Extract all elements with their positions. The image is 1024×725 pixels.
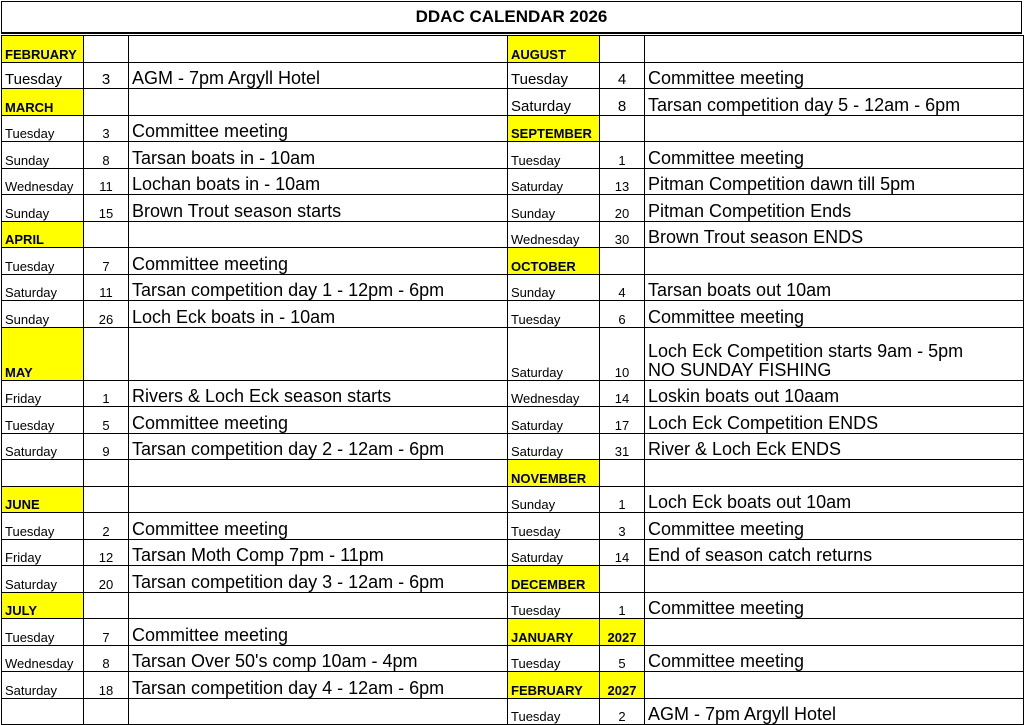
empty-cell xyxy=(645,460,1024,487)
day-name: Tuesday xyxy=(2,619,84,646)
day-name: Saturday xyxy=(508,168,600,195)
event-text: Tarsan competition day 3 - 12am - 6pm xyxy=(132,571,445,592)
day-name: Saturday xyxy=(2,274,84,301)
event-row xyxy=(508,327,1024,380)
event-row xyxy=(2,248,508,275)
event-row xyxy=(508,486,1024,513)
event-row xyxy=(508,62,1024,89)
day-name: Friday xyxy=(2,380,84,407)
month-row xyxy=(2,221,508,248)
empty-cell xyxy=(2,698,84,725)
day-name: Saturday xyxy=(508,407,600,434)
day-name: Sunday xyxy=(2,301,84,328)
day-name: Saturday xyxy=(2,566,84,593)
event-text: Loch Eck Competition ENDS xyxy=(648,412,879,433)
day-name: Sunday xyxy=(508,486,600,513)
event-description xyxy=(645,433,1024,460)
day-number: 8 xyxy=(600,89,645,116)
day-number: 30 xyxy=(600,221,645,248)
empty-cell xyxy=(129,592,508,619)
event-description xyxy=(129,168,508,195)
day-number: 26 xyxy=(84,301,129,328)
event-row xyxy=(2,115,508,142)
event-description xyxy=(129,380,508,407)
event-description xyxy=(129,433,508,460)
empty-cell xyxy=(600,36,645,63)
day-number: 1 xyxy=(600,142,645,169)
day-name: Wednesday xyxy=(2,645,84,672)
day-number: 31 xyxy=(600,433,645,460)
event-description xyxy=(645,513,1024,540)
day-number: 8 xyxy=(84,142,129,169)
event-description xyxy=(129,62,508,89)
month-label: APRIL xyxy=(2,221,84,248)
day-number: 20 xyxy=(84,566,129,593)
day-name: Saturday xyxy=(508,433,600,460)
event-text: Committee meeting xyxy=(648,68,805,89)
day-name: Tuesday xyxy=(508,301,600,328)
month-label: FEBRUARY xyxy=(2,36,84,63)
event-text: End of season catch returns xyxy=(648,545,873,566)
event-text: Loskin boats out 10aam xyxy=(648,386,840,407)
event-description xyxy=(645,195,1024,222)
empty-cell xyxy=(129,486,508,513)
event-description xyxy=(645,89,1024,116)
day-name: Friday xyxy=(2,539,84,566)
event-text: Tarsan boats in - 10am xyxy=(132,147,316,168)
event-text: Pitman Competition Ends xyxy=(648,200,852,221)
month-label: NOVEMBER xyxy=(508,460,600,487)
empty-cell xyxy=(84,327,129,380)
day-name: Saturday xyxy=(2,433,84,460)
event-text: Loch Eck Competition starts 9am - 5pm xyxy=(648,340,964,361)
month-row xyxy=(2,327,508,380)
event-row xyxy=(2,301,508,328)
event-description xyxy=(129,566,508,593)
day-name: Saturday xyxy=(508,539,600,566)
event-text: Tarsan Moth Comp 7pm - 11pm xyxy=(132,545,384,566)
event-text: Tarsan competition day 5 - 12am - 6pm xyxy=(648,94,961,115)
month-row xyxy=(508,460,1024,487)
month-label: MARCH xyxy=(2,89,84,116)
month-row xyxy=(508,619,1024,646)
event-text: Tarsan boats out 10am xyxy=(648,280,832,301)
day-name: Wednesday xyxy=(508,221,600,248)
day-name: Saturday xyxy=(2,672,84,699)
event-description xyxy=(129,142,508,169)
event-row xyxy=(508,380,1024,407)
day-number: 20 xyxy=(600,195,645,222)
blank-row xyxy=(2,698,508,725)
day-number: 4 xyxy=(600,274,645,301)
day-number: 2 xyxy=(600,698,645,725)
empty-cell xyxy=(84,486,129,513)
day-number: 6 xyxy=(600,301,645,328)
empty-cell xyxy=(645,619,1024,646)
event-description xyxy=(129,274,508,301)
event-text-line2: NO SUNDAY FISHING xyxy=(648,359,832,380)
month-row xyxy=(2,592,508,619)
event-row xyxy=(508,142,1024,169)
empty-cell xyxy=(645,566,1024,593)
empty-cell xyxy=(645,672,1024,699)
empty-cell xyxy=(645,36,1024,63)
event-row xyxy=(2,62,508,89)
day-name: Sunday xyxy=(2,142,84,169)
event-text: AGM - 7pm Argyll Hotel xyxy=(648,704,837,725)
event-row xyxy=(508,221,1024,248)
event-row xyxy=(2,539,508,566)
event-text: Committee meeting xyxy=(648,518,805,539)
day-name: Wednesday xyxy=(508,380,600,407)
month-row xyxy=(2,89,508,116)
event-row xyxy=(2,407,508,434)
day-number: 14 xyxy=(600,380,645,407)
event-description xyxy=(129,513,508,540)
empty-cell xyxy=(84,698,129,725)
event-text: Tarsan competition day 1 - 12pm - 6pm xyxy=(132,280,445,301)
event-text: Committee meeting xyxy=(132,624,289,645)
event-text: Committee meeting xyxy=(648,651,805,672)
empty-cell xyxy=(129,89,508,116)
day-name: Tuesday xyxy=(2,115,84,142)
day-name: Sunday xyxy=(2,195,84,222)
day-number: 12 xyxy=(84,539,129,566)
empty-cell xyxy=(84,460,129,487)
month-row xyxy=(508,566,1024,593)
event-row xyxy=(508,195,1024,222)
month-label: SEPTEMBER xyxy=(508,115,600,142)
day-name: Tuesday xyxy=(508,645,600,672)
day-number: 18 xyxy=(84,672,129,699)
event-description xyxy=(645,539,1024,566)
day-name: Tuesday xyxy=(508,592,600,619)
month-label: JUNE xyxy=(2,486,84,513)
empty-cell xyxy=(600,115,645,142)
event-description xyxy=(645,301,1024,328)
day-number: 9 xyxy=(84,433,129,460)
event-description xyxy=(645,592,1024,619)
month-row xyxy=(508,672,1024,699)
empty-cell xyxy=(129,36,508,63)
event-row xyxy=(2,168,508,195)
month-row xyxy=(2,36,508,63)
day-name: Tuesday xyxy=(508,62,600,89)
event-description xyxy=(129,195,508,222)
event-description xyxy=(645,327,1024,380)
event-description xyxy=(645,62,1024,89)
event-text: Committee meeting xyxy=(648,147,805,168)
event-text: Committee meeting xyxy=(132,412,289,433)
event-row xyxy=(508,407,1024,434)
calendar-title: DDAC CALENDAR 2026 xyxy=(1,1,1022,34)
event-description xyxy=(645,645,1024,672)
empty-cell xyxy=(645,115,1024,142)
month-row xyxy=(508,248,1024,275)
day-name: Sunday xyxy=(508,195,600,222)
event-text: Committee meeting xyxy=(132,518,289,539)
month-label: FEBRUARY xyxy=(508,672,600,699)
event-text: Loch Eck boats out 10am xyxy=(648,492,852,513)
day-number: 7 xyxy=(84,248,129,275)
day-name: Tuesday xyxy=(2,248,84,275)
event-description xyxy=(645,168,1024,195)
event-row xyxy=(508,168,1024,195)
event-row xyxy=(508,592,1024,619)
event-description xyxy=(645,486,1024,513)
event-row xyxy=(2,645,508,672)
calendar-right-column xyxy=(507,35,1024,725)
empty-cell xyxy=(2,460,84,487)
empty-cell xyxy=(84,221,129,248)
event-row xyxy=(2,619,508,646)
month-label: AUGUST xyxy=(508,36,600,63)
day-name: Wednesday xyxy=(2,168,84,195)
day-number: 7 xyxy=(84,619,129,646)
event-text: Committee meeting xyxy=(648,598,805,619)
day-number: 2 xyxy=(84,513,129,540)
day-number: 3 xyxy=(84,115,129,142)
event-row xyxy=(2,513,508,540)
day-number: 3 xyxy=(84,62,129,89)
calendar-left-column xyxy=(1,35,508,725)
event-description xyxy=(645,407,1024,434)
event-text: Committee meeting xyxy=(648,306,805,327)
event-description xyxy=(129,407,508,434)
event-description xyxy=(129,539,508,566)
event-description xyxy=(129,645,508,672)
day-number: 5 xyxy=(600,645,645,672)
event-text: Loch Eck boats in - 10am xyxy=(132,306,336,327)
event-row xyxy=(508,274,1024,301)
day-number: 1 xyxy=(600,592,645,619)
day-name: Tuesday xyxy=(2,62,84,89)
event-text: Brown Trout season ENDS xyxy=(648,227,864,248)
event-description xyxy=(645,142,1024,169)
empty-cell xyxy=(129,221,508,248)
empty-cell xyxy=(129,698,508,725)
day-number: 15 xyxy=(84,195,129,222)
event-row xyxy=(508,89,1024,116)
empty-cell xyxy=(600,460,645,487)
event-description xyxy=(645,380,1024,407)
event-row xyxy=(508,698,1024,725)
event-row xyxy=(2,672,508,699)
day-name: Tuesday xyxy=(2,513,84,540)
empty-cell xyxy=(84,89,129,116)
event-text: AGM - 7pm Argyll Hotel xyxy=(132,68,321,89)
empty-cell xyxy=(600,248,645,275)
event-description xyxy=(129,619,508,646)
event-description xyxy=(645,698,1024,725)
day-name: Sunday xyxy=(508,274,600,301)
year-label: 2027 xyxy=(600,619,645,646)
event-row xyxy=(2,142,508,169)
empty-cell xyxy=(645,248,1024,275)
event-row xyxy=(508,433,1024,460)
event-row xyxy=(508,645,1024,672)
event-text: Pitman Competition dawn till 5pm xyxy=(648,174,916,195)
month-label: DECEMBER xyxy=(508,566,600,593)
day-number: 1 xyxy=(600,486,645,513)
day-number: 3 xyxy=(600,513,645,540)
day-number: 11 xyxy=(84,274,129,301)
event-description xyxy=(129,115,508,142)
month-label: JULY xyxy=(2,592,84,619)
month-row xyxy=(2,486,508,513)
event-row xyxy=(2,380,508,407)
event-description xyxy=(129,672,508,699)
year-label: 2027 xyxy=(600,672,645,699)
event-text: Rivers & Loch Eck season starts xyxy=(132,386,392,407)
event-text: Brown Trout season starts xyxy=(132,200,342,221)
day-number: 17 xyxy=(600,407,645,434)
month-row xyxy=(508,115,1024,142)
event-row xyxy=(2,433,508,460)
day-number: 11 xyxy=(84,168,129,195)
event-text: River & Loch Eck ENDS xyxy=(648,439,842,460)
event-description xyxy=(645,221,1024,248)
event-description xyxy=(129,248,508,275)
day-name: Saturday xyxy=(508,89,600,116)
month-label: OCTOBER xyxy=(508,248,600,275)
day-number: 4 xyxy=(600,62,645,89)
event-row xyxy=(2,566,508,593)
event-text: Committee meeting xyxy=(132,253,289,274)
event-description xyxy=(129,301,508,328)
month-label: JANUARY xyxy=(508,619,600,646)
day-number: 8 xyxy=(84,645,129,672)
event-text: Lochan boats in - 10am xyxy=(132,174,321,195)
day-name: Tuesday xyxy=(2,407,84,434)
day-number: 14 xyxy=(600,539,645,566)
empty-cell xyxy=(129,327,508,380)
event-description xyxy=(645,274,1024,301)
day-number: 5 xyxy=(84,407,129,434)
event-row xyxy=(508,539,1024,566)
day-name: Saturday xyxy=(508,327,600,380)
event-row xyxy=(508,513,1024,540)
event-row xyxy=(508,301,1024,328)
event-text: Tarsan Over 50's comp 10am - 4pm xyxy=(132,651,418,672)
event-text: Committee meeting xyxy=(132,121,289,142)
empty-cell xyxy=(84,592,129,619)
event-row xyxy=(2,195,508,222)
empty-cell xyxy=(129,460,508,487)
event-row xyxy=(2,274,508,301)
event-text: Tarsan competition day 4 - 12am - 6pm xyxy=(132,677,445,698)
empty-cell xyxy=(84,36,129,63)
day-number: 10 xyxy=(600,327,645,380)
empty-cell xyxy=(600,566,645,593)
day-name: Tuesday xyxy=(508,142,600,169)
blank-row xyxy=(2,460,508,487)
month-label: MAY xyxy=(2,327,84,380)
day-number: 13 xyxy=(600,168,645,195)
day-name: Tuesday xyxy=(508,513,600,540)
day-number: 1 xyxy=(84,380,129,407)
event-text: Tarsan competition day 2 - 12am - 6pm xyxy=(132,439,445,460)
month-row xyxy=(508,36,1024,63)
day-name: Tuesday xyxy=(508,698,600,725)
